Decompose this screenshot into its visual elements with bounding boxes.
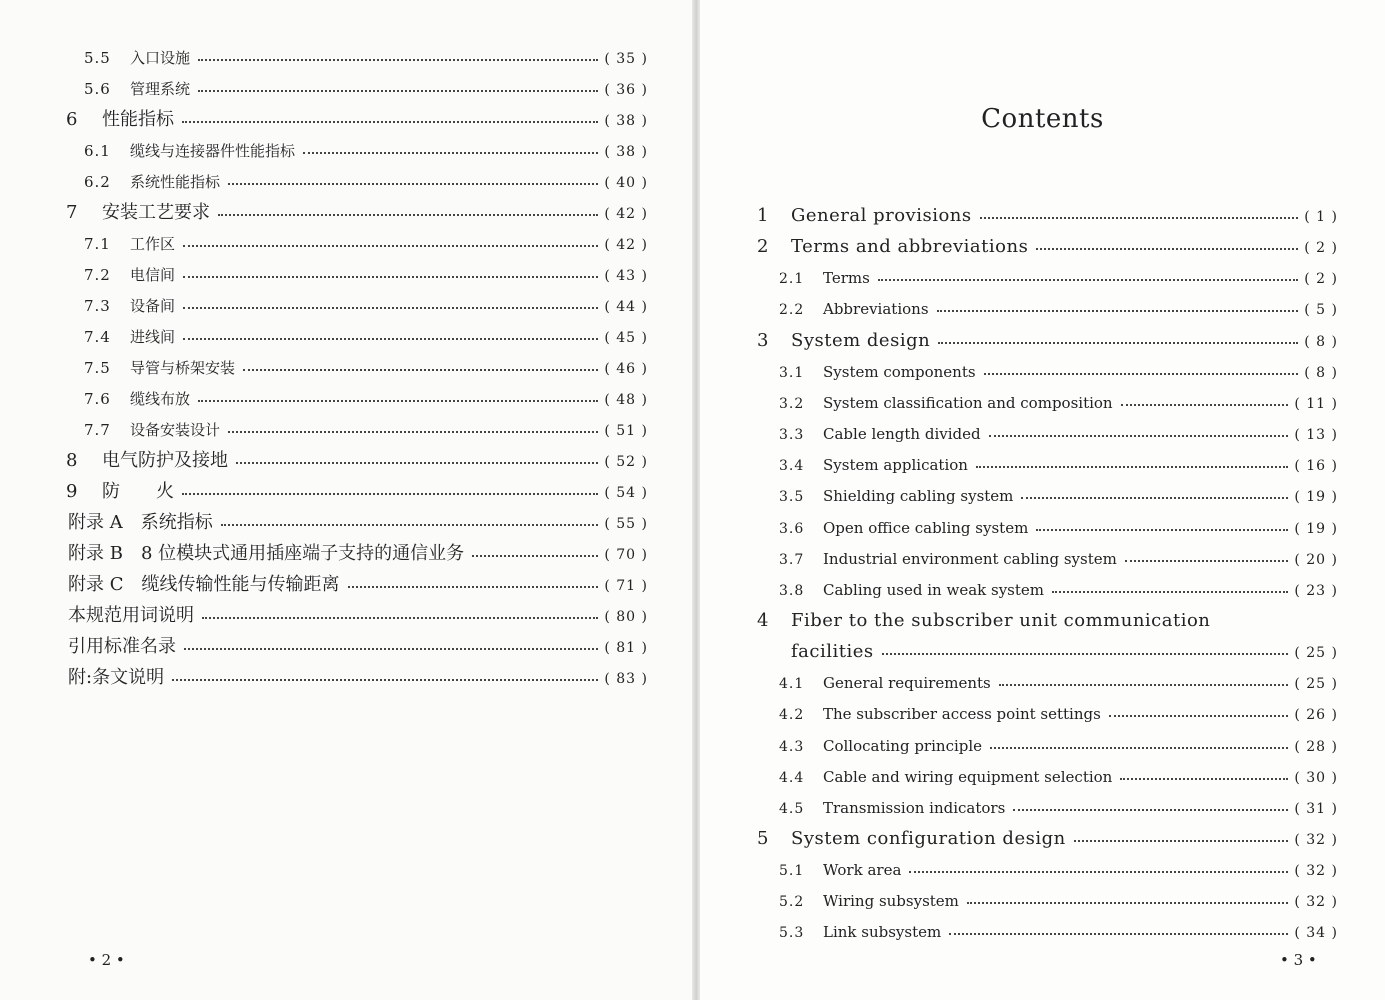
toc-entry-number: 7: [66, 202, 78, 223]
right-page-number: • 3 •: [1280, 951, 1317, 969]
toc-leader-dots: [1121, 404, 1289, 406]
toc-entry-number: 4.5: [779, 800, 805, 817]
toc-entry-title: 电气防护及接地: [102, 450, 228, 471]
toc-entry-page: ( 43 ): [604, 268, 648, 284]
toc-leader-dots: [184, 648, 598, 650]
toc-entry: [755, 796, 1338, 820]
toc-leader-dots: [472, 555, 598, 557]
toc-entry-number: 4: [757, 609, 769, 631]
toc-leader-dots: [183, 245, 598, 247]
toc-leader-dots: [1125, 560, 1289, 562]
toc-entry: [60, 387, 648, 411]
toc-leader-dots: [198, 400, 598, 402]
toc-entry-number: 3.8: [779, 582, 805, 599]
toc-entry-page: ( 51 ): [604, 423, 648, 439]
toc-entry-title: 附录 C 缆线传输性能与传输距离: [68, 574, 340, 595]
toc-entry: [755, 422, 1338, 446]
toc-entry-title: Shielding cabling system: [823, 487, 1014, 506]
toc-leader-dots: [218, 214, 598, 216]
toc-entry-title: 引用标准名录: [68, 636, 176, 657]
right-page: [700, 0, 1385, 1000]
toc-leader-dots: [999, 684, 1289, 686]
toc-entry-page: ( 54 ): [604, 485, 648, 501]
toc-leader-dots: [182, 121, 598, 123]
toc-entry-number: 3.3: [779, 427, 805, 444]
toc-entry-number: 5.3: [779, 925, 805, 942]
toc-entry: [60, 325, 648, 349]
toc-leader-dots: [348, 586, 599, 588]
toc-entry-page: ( 34 ): [1294, 925, 1338, 942]
toc-entry-number: 7.4: [84, 328, 111, 346]
toc-entry-number: 6.1: [84, 142, 111, 160]
toc-entry-page: ( 81 ): [604, 640, 648, 656]
toc-leader-dots: [976, 466, 1288, 468]
toc-entry-page: ( 8 ): [1304, 333, 1338, 350]
toc-entry-page: ( 11 ): [1294, 395, 1338, 412]
toc-entry-page: ( 71 ): [604, 578, 648, 594]
toc-leader-dots: [984, 373, 1299, 375]
toc-entry: [755, 671, 1338, 695]
toc-entry-number: 2.1: [779, 271, 805, 288]
toc-entry-title: System configuration design: [791, 828, 1066, 849]
toc-entry: [755, 360, 1338, 384]
toc-entry-title: Transmission indicators: [823, 798, 1006, 817]
toc-entry-title: Cable length divided: [823, 425, 981, 444]
toc-entry-page: ( 42 ): [604, 206, 648, 222]
toc-entry: [755, 640, 1338, 664]
toc-entry: [60, 604, 648, 628]
toc-entry: [60, 449, 648, 473]
toc-entry: [755, 453, 1338, 477]
toc-entry-title: facilities: [791, 641, 874, 663]
toc-entry-number: 7.3: [84, 297, 111, 315]
toc-leader-dots: [989, 435, 1289, 437]
toc-entry: [60, 573, 648, 597]
toc-leader-dots: [198, 59, 598, 61]
toc-entry-title: General provisions: [791, 205, 972, 226]
toc-leader-dots: [172, 679, 598, 681]
toc-entry-page: ( 19 ): [1294, 520, 1338, 537]
toc-entry-page: ( 80 ): [604, 609, 648, 625]
toc-entry-title: 缆线与连接器件性能指标: [130, 142, 296, 160]
toc-entry-page: ( 36 ): [604, 82, 648, 98]
toc-entry-page: ( 38 ): [604, 113, 648, 129]
toc-entry-page: ( 25 ): [1294, 645, 1338, 662]
toc-entry-title: 进线间: [130, 328, 176, 346]
toc-entry-title: Wiring subsystem: [823, 892, 959, 911]
toc-entry-title: Industrial environment cabling system: [823, 549, 1117, 568]
toc-entry: [60, 511, 648, 535]
toc-leader-dots: [909, 871, 1288, 873]
toc-entry-number: 5.2: [779, 894, 805, 911]
toc-entry-title: 设备安装设计: [130, 421, 221, 439]
toc-leader-dots: [183, 276, 598, 278]
toc-entry-title: 导管与桥架安装: [130, 359, 236, 377]
toc-entry: [755, 609, 1338, 633]
toc-leader-dots: [183, 307, 598, 309]
toc-entry-page: ( 40 ): [604, 175, 648, 191]
toc-entry: [755, 266, 1338, 290]
toc-entry-page: ( 52 ): [604, 454, 648, 470]
toc-leader-dots: [990, 747, 1288, 749]
toc-entry-number: 1: [757, 205, 769, 226]
toc-leader-dots: [980, 217, 1299, 219]
toc-leader-dots: [1120, 778, 1288, 780]
toc-leader-dots: [236, 462, 598, 464]
toc-entry-title: 缆线布放: [130, 390, 191, 408]
toc-entry: [755, 547, 1338, 571]
toc-leader-dots: [1036, 529, 1288, 531]
toc-entry: [60, 108, 648, 132]
toc-entry-number: 3.1: [779, 364, 805, 381]
toc-entry-page: ( 16 ): [1294, 458, 1338, 475]
toc-leader-dots: [938, 342, 1298, 344]
toc-entry: [755, 889, 1338, 913]
toc-leader-dots: [882, 653, 1289, 655]
toc-entry-title: Collocating principle: [823, 736, 983, 755]
toc-entry-page: ( 55 ): [604, 516, 648, 532]
toc-entry-title: Terms and abbreviations: [791, 236, 1029, 258]
toc-entry-title: 防 火: [102, 481, 174, 502]
toc-leader-dots: [183, 338, 598, 340]
toc-entry: [60, 46, 648, 70]
toc-entry: [755, 920, 1338, 944]
toc-entry-title: General requirements: [823, 674, 991, 693]
toc-entry: [755, 858, 1338, 882]
toc-entry-page: ( 32 ): [1294, 863, 1338, 880]
toc-entry-page: ( 38 ): [604, 144, 648, 160]
toc-entry-number: 7.7: [84, 421, 111, 439]
toc-leader-dots: [228, 183, 598, 185]
toc-entry-number: 4.1: [779, 676, 805, 693]
toc-entry-number: 3.7: [779, 551, 805, 568]
toc-entry: [60, 263, 648, 287]
toc-entry-page: ( 23 ): [1294, 582, 1338, 599]
toc-entry-title: Cable and wiring equipment selection: [823, 767, 1113, 786]
toc-entry-title: System design: [791, 329, 931, 351]
toc-entry-title: Abbreviations: [823, 300, 929, 319]
toc-entry-page: ( 19 ): [1294, 489, 1338, 506]
contents-title: Contents: [981, 104, 1104, 134]
toc-entry-page: ( 2 ): [1304, 271, 1338, 288]
toc-entry: [755, 734, 1338, 758]
toc-entry: [755, 827, 1338, 851]
toc-entry: [60, 356, 648, 380]
toc-entry-page: ( 1 ): [1304, 209, 1338, 225]
toc-leader-dots: [243, 369, 598, 371]
toc-entry-number: 7.2: [84, 266, 111, 284]
toc-entry-page: ( 26 ): [1294, 707, 1338, 724]
toc-entry-page: ( 45 ): [604, 330, 648, 346]
toc-entry-title: Open office cabling system: [823, 518, 1029, 537]
toc-entry-page: ( 13 ): [1294, 427, 1338, 444]
toc-entry-page: ( 28 ): [1294, 738, 1338, 755]
toc-leader-dots: [949, 933, 1288, 935]
toc-entry: [60, 139, 648, 163]
toc-entry: [755, 516, 1338, 540]
toc-leader-dots: [967, 902, 1288, 904]
toc-entry: [60, 542, 648, 566]
toc-leader-dots: [1052, 591, 1288, 593]
toc-entry-title: 本规范用词说明: [68, 605, 194, 626]
toc-leader-dots: [202, 617, 598, 619]
toc-entry-title: Work area: [823, 861, 902, 880]
toc-entry-title: Cabling used in weak system: [823, 580, 1044, 599]
toc-leader-dots: [303, 152, 598, 154]
toc-leader-dots: [937, 310, 1299, 312]
toc-entry-page: ( 42 ): [604, 237, 648, 253]
toc-entry-title: The subscriber access point settings: [823, 705, 1101, 724]
toc-leader-dots: [1021, 497, 1288, 499]
toc-entry: [755, 204, 1338, 228]
toc-entry-page: ( 46 ): [604, 361, 648, 377]
toc-entry-number: 5: [757, 828, 769, 849]
toc-entry: [60, 232, 648, 256]
toc-entry-number: 4.3: [779, 738, 805, 755]
toc-entry-number: 3.4: [779, 458, 805, 475]
toc-entry-page: ( 30 ): [1294, 769, 1338, 786]
toc-entry: [60, 418, 648, 442]
toc-entry-number: 7.5: [84, 359, 111, 377]
toc-entry-title: 性能指标: [102, 109, 174, 130]
toc-entry-title: System components: [823, 362, 976, 381]
toc-entry-page: ( 35 ): [604, 51, 648, 67]
toc-entry: [755, 329, 1338, 353]
toc-entry-title: 工作区: [130, 235, 176, 253]
toc-entry-title: 设备间: [130, 297, 176, 315]
toc-entry-title: Link subsystem: [823, 923, 942, 942]
toc-entry-page: ( 44 ): [604, 299, 648, 315]
left-page-number: • 2 •: [88, 951, 125, 969]
toc-entry-page: ( 48 ): [604, 392, 648, 408]
toc-entry-page: ( 5 ): [1304, 302, 1338, 319]
toc-entry: [755, 391, 1338, 415]
toc-entry-title: 入口设施: [130, 49, 191, 67]
toc-entry-title: 附录 A 系统指标: [68, 512, 213, 533]
toc-entry: [755, 297, 1338, 321]
toc-entry-number: 6.2: [84, 173, 111, 191]
toc-entry-title: System application: [823, 456, 968, 475]
toc-entry-title: Terms: [823, 269, 870, 288]
toc-entry: [60, 170, 648, 194]
toc-entry-title: Fiber to the subscriber unit communication: [791, 609, 1211, 631]
toc-leader-dots: [221, 524, 599, 526]
toc-entry-page: ( 20 ): [1294, 551, 1338, 568]
toc-entry: [60, 666, 648, 690]
toc-entry: [60, 480, 648, 504]
toc-entry-number: 3.2: [779, 395, 805, 412]
toc-entry: [755, 235, 1338, 259]
toc-entry-number: 5.5: [84, 49, 111, 67]
toc-leader-dots: [182, 493, 598, 495]
toc-entry-number: 5.1: [779, 863, 805, 880]
toc-leader-dots: [1109, 715, 1289, 717]
toc-entry-page: ( 2 ): [1304, 240, 1338, 257]
toc-entry-number: 9: [66, 481, 78, 502]
toc-entry-page: ( 70 ): [604, 547, 648, 563]
toc-entry-page: ( 31 ): [1294, 800, 1338, 817]
toc-entry-title: 系统性能指标: [130, 173, 221, 191]
toc-entry-page: ( 8 ): [1304, 364, 1338, 381]
toc-leader-dots: [198, 90, 598, 92]
toc-entry-number: 6: [66, 109, 78, 130]
toc-entry: [60, 294, 648, 318]
toc-entry-number: 2: [757, 236, 769, 258]
toc-entry-title: 管理系统: [130, 80, 191, 98]
toc-entry: [755, 702, 1338, 726]
toc-entry-number: 5.6: [84, 80, 111, 98]
toc-entry: [755, 484, 1338, 508]
toc-leader-dots: [1036, 248, 1298, 250]
toc-entry: [60, 201, 648, 225]
toc-entry-number: 2.2: [779, 302, 805, 319]
toc-entry-number: 4.2: [779, 707, 805, 724]
toc-entry-title: System classification and composition: [823, 393, 1113, 412]
toc-entry-title: 安装工艺要求: [102, 202, 210, 223]
toc-entry-title: 电信间: [130, 266, 176, 284]
toc-entry-number: 3: [757, 329, 769, 351]
toc-entry-page: ( 83 ): [604, 671, 648, 687]
toc-entry: [60, 635, 648, 659]
toc-entry-title: 附:条文说明: [68, 667, 165, 688]
toc-entry: [755, 578, 1338, 602]
toc-entry-number: 7.6: [84, 390, 111, 408]
toc-entry-number: 3.6: [779, 520, 805, 537]
toc-leader-dots: [1013, 809, 1288, 811]
toc-entry-number: 4.4: [779, 769, 805, 786]
toc-entry-number: 3.5: [779, 489, 805, 506]
toc-entry-title: 附录 B 8 位模块式通用插座端子支持的通信业务: [68, 543, 465, 564]
toc-entry: [60, 77, 648, 101]
toc-entry-page: ( 32 ): [1294, 894, 1338, 911]
toc-leader-dots: [878, 279, 1298, 281]
toc-entry: [755, 765, 1338, 789]
toc-entry-number: 8: [66, 450, 78, 471]
toc-entry-number: 7.1: [84, 235, 111, 253]
toc-entry-page: ( 25 ): [1294, 676, 1338, 693]
toc-leader-dots: [1074, 840, 1289, 842]
toc-leader-dots: [228, 431, 598, 433]
toc-entry-page: ( 32 ): [1294, 832, 1338, 848]
